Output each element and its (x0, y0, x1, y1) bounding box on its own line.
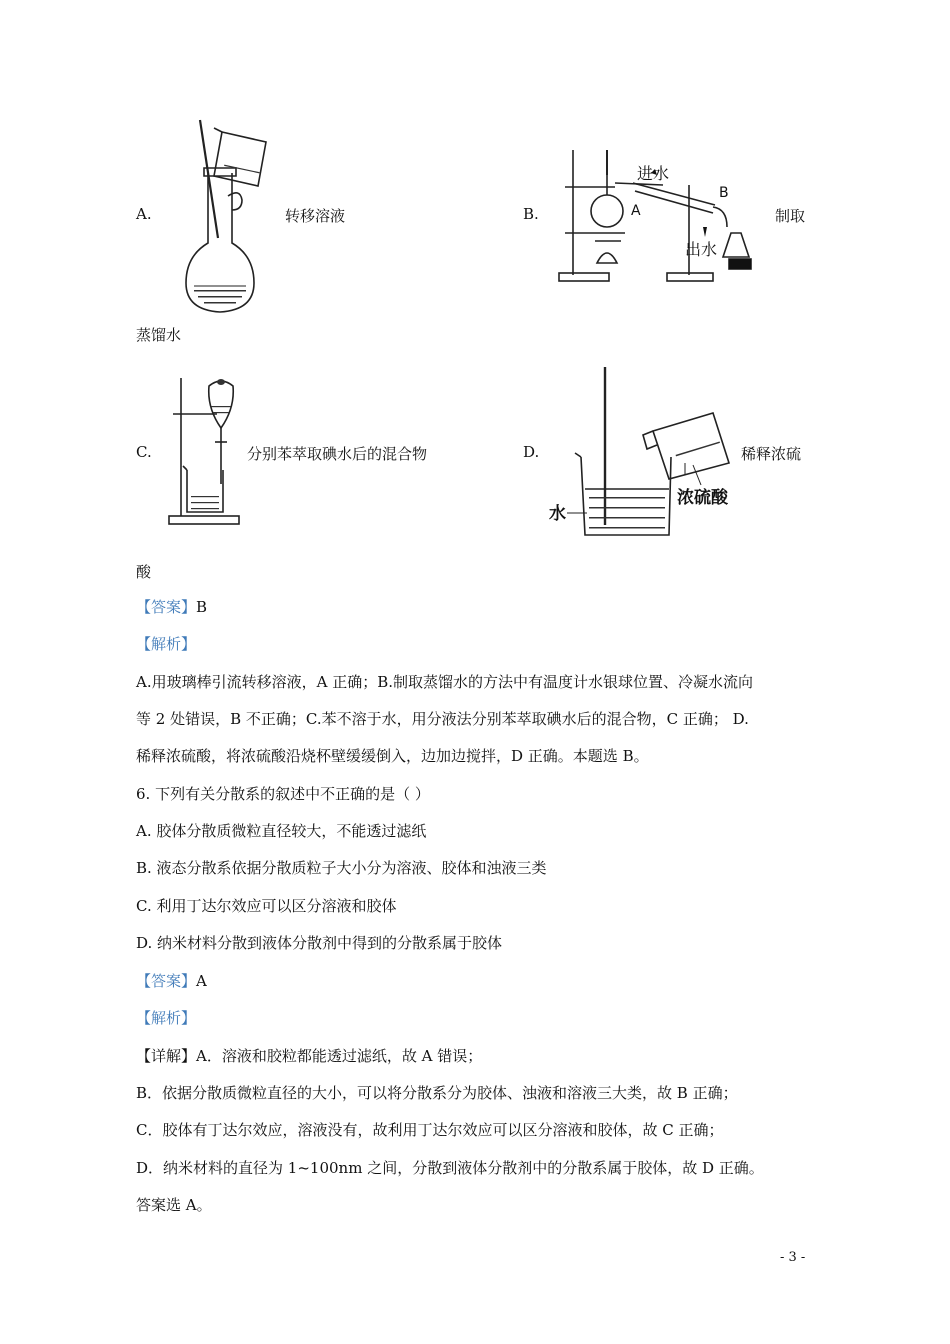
label-point-a: A (631, 203, 641, 219)
dilute-acid-figure (545, 365, 745, 540)
q6-choice: A. 胶体分散质微粒直径较大，不能透过滤纸 (136, 822, 427, 840)
q5-analysis-line: A.用玻璃棒引流转移溶液，A 正确；B.制取蒸馏水的方法中有温度计水银球位置、冷凝水流向 (136, 673, 753, 691)
q6-detail-line: C．胶体有丁达尔效应，溶液没有，故利用丁达尔效应可以区分溶液和胶体，故 C 正确； (136, 1121, 724, 1139)
q5-answer (136, 597, 207, 617)
option-c-text: 分别苯萃取碘水后的混合物 (247, 445, 428, 463)
q6-choice: B. 液态分散系依据分散质粒子大小分为溶液、胶体和浊液三类 (136, 859, 547, 877)
label-point-b: B (719, 185, 729, 201)
option-b-letter: B. (523, 205, 539, 223)
option-b-text: 制取 (775, 207, 806, 225)
option-d-text-cont: 酸 (136, 563, 152, 581)
q5-analysis-line: 稀释浓硫酸，将浓硫酸沿烧杯壁缓缓倒入，边加边搅拌，D 正确。本题选 B。 (136, 747, 649, 765)
label-water-out: 出水 (685, 240, 718, 259)
q6-analysis-tag: 【解析】 (136, 1009, 197, 1027)
answer-tag: 【答案】 (136, 598, 197, 616)
label-concentrated-acid: 浓硫酸 (677, 488, 728, 508)
q5-analysis-line: 等 2 处错误，B 不正确；C.苯不溶于水，用分液法分别苯萃取碘水后的混合物，C 正确； D. (136, 710, 749, 728)
q6-detail-line: B．依据分散质微粒直径的大小，可以将分散系分为胶体、浊液和溶液三大类，故 B 正确； (136, 1084, 738, 1102)
q6-choice: D. 纳米材料分散到液体分散剂中得到的分散系属于胶体 (136, 934, 503, 952)
q6-detail-line: D．纳米材料的直径为 1~100nm 之间，分散到液体分散剂中的分散系属于胶体，故 D 正确。 (136, 1159, 764, 1177)
q6-choice: C. 利用丁达尔效应可以区分溶液和胶体 (136, 897, 397, 915)
label-water: 水 (549, 504, 566, 524)
q6-answer (136, 971, 207, 991)
volumetric-flask-figure (180, 118, 280, 318)
q6-stem: 6. 下列有关分散系的叙述中不正确的是（ ） (136, 785, 430, 803)
page-number: - 3 - (780, 1250, 806, 1265)
q6-detail-first (136, 1046, 482, 1066)
q6-final-answer: 答案选 A。 (136, 1196, 212, 1214)
q5-analysis-tag: 【解析】 (136, 635, 197, 653)
option-b-text-cont: 蒸馏水 (136, 326, 182, 344)
detail-text: A．溶液和胶粒都能透过滤纸，故 A 错误； (196, 1047, 483, 1065)
separatory-funnel-figure (165, 372, 245, 530)
answer-value: B (196, 598, 208, 616)
answer-value: A (196, 972, 207, 990)
answer-tag: 【答案】 (136, 972, 197, 990)
option-a-text: 转移溶液 (285, 207, 346, 225)
label-water-in: 进水 (637, 164, 670, 183)
distillation-apparatus-figure (555, 145, 755, 285)
option-c-letter: C. (136, 443, 152, 461)
option-d-letter: D. (523, 443, 540, 461)
option-d-text: 稀释浓硫 (741, 445, 802, 463)
detail-tag: 【详解】 (136, 1047, 197, 1065)
option-a-letter: A. (136, 205, 152, 223)
